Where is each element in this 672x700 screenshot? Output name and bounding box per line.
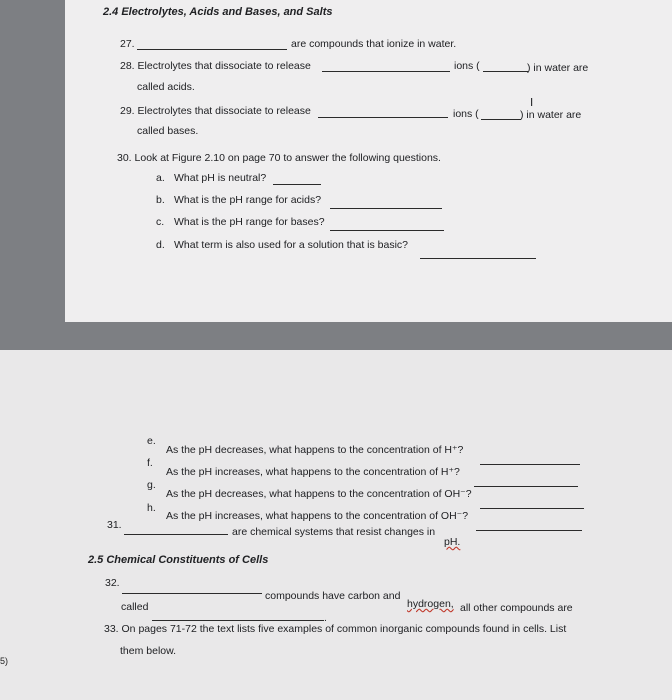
q27-answer-blank[interactable]	[137, 49, 287, 50]
q32-tail: all other compounds are	[460, 602, 573, 614]
q30g-letter: g.	[147, 479, 156, 491]
q28-answer-blank[interactable]	[322, 71, 450, 72]
q31-ph: pH.	[444, 536, 461, 548]
q30d-text: What term is also used for a solution that is basic?	[174, 239, 409, 251]
q30a-text: What pH is neutral?	[174, 172, 267, 184]
q32-period: .	[324, 612, 327, 624]
q30a-answer-blank[interactable]	[273, 184, 321, 185]
q29-symbol-blank[interactable]	[481, 119, 521, 120]
q29-answer-blank[interactable]	[318, 117, 448, 118]
q29-text: 29. Electrolytes that dissociate to release	[120, 105, 311, 117]
worksheet-page-bottom	[0, 350, 672, 700]
page-edge-mark: 5)	[0, 656, 9, 666]
text-cursor-icon: I	[530, 96, 534, 109]
q30b-text: What is the pH range for acids?	[174, 194, 322, 206]
q30b-letter: b.	[156, 194, 165, 206]
q30a-letter: a.	[156, 172, 165, 184]
q30c-answer-blank[interactable]	[330, 230, 444, 231]
q30g-text: As the pH decreases, what happens to the concentration of OH⁻?	[166, 488, 472, 500]
q30b-answer-blank[interactable]	[330, 208, 442, 209]
q30c-letter: c.	[156, 216, 165, 228]
q30h-answer-blank[interactable]	[476, 530, 582, 531]
q28-symbol-blank[interactable]	[483, 71, 528, 72]
q32-called-blank[interactable]	[152, 620, 324, 621]
q30d-letter: d.	[156, 239, 165, 251]
q32-text: compounds have carbon and	[265, 590, 401, 602]
q30-text: 30. Look at Figure 2.10 on page 70 to answer the following questions.	[117, 152, 441, 164]
q30f-answer-blank[interactable]	[474, 486, 578, 487]
q32-number: 32.	[105, 577, 120, 589]
q33-text: 33. On pages 71-72 the text lists five examples of common inorganic compounds found in cells. List	[104, 623, 567, 635]
q32-called: called	[121, 601, 149, 613]
q29-ions: ions (	[453, 108, 479, 120]
section-heading-2-5: 2.5 Chemical Constituents of Cells	[88, 554, 269, 566]
q32-answer-blank[interactable]	[122, 593, 262, 594]
q30f-text: As the pH increases, what happens to the concentration of H⁺?	[166, 466, 460, 478]
q32-hydrogen: hydrogen,	[407, 598, 454, 610]
q30h-text: As the pH increases, what happens to the concentration of OH⁻?	[166, 510, 469, 522]
q28-ions: ions (	[454, 60, 480, 72]
q30g-answer-blank[interactable]	[480, 508, 584, 509]
q31-number: 31.	[107, 519, 122, 531]
q29-continuation: called bases.	[137, 125, 199, 137]
q30e-letter: e.	[147, 435, 156, 447]
q29-tail: ) in water are	[520, 109, 582, 121]
q30d-answer-blank[interactable]	[420, 258, 536, 259]
q30f-letter: f.	[147, 457, 153, 469]
q30e-text: As the pH decreases, what happens to the concentration of H⁺?	[166, 444, 464, 456]
q28-text: 28. Electrolytes that dissociate to release	[120, 60, 311, 72]
q30h-letter: h.	[147, 502, 156, 514]
section-heading-2-4: 2.4 Electrolytes, Acids and Bases, and Salts	[103, 6, 333, 18]
q28-tail: ) in water are	[527, 62, 589, 74]
q30e-answer-blank[interactable]	[480, 464, 580, 465]
q31-answer-blank[interactable]	[124, 534, 228, 535]
q33-continuation[interactable]: them below.	[120, 645, 177, 657]
q30c-text: What is the pH range for bases?	[174, 216, 325, 228]
q27-number: 27.	[120, 38, 135, 50]
q31-text: are chemical systems that resist changes in	[232, 526, 436, 538]
q28-continuation: called acids.	[137, 81, 195, 93]
q27-text: are compounds that ionize in water.	[291, 38, 457, 50]
